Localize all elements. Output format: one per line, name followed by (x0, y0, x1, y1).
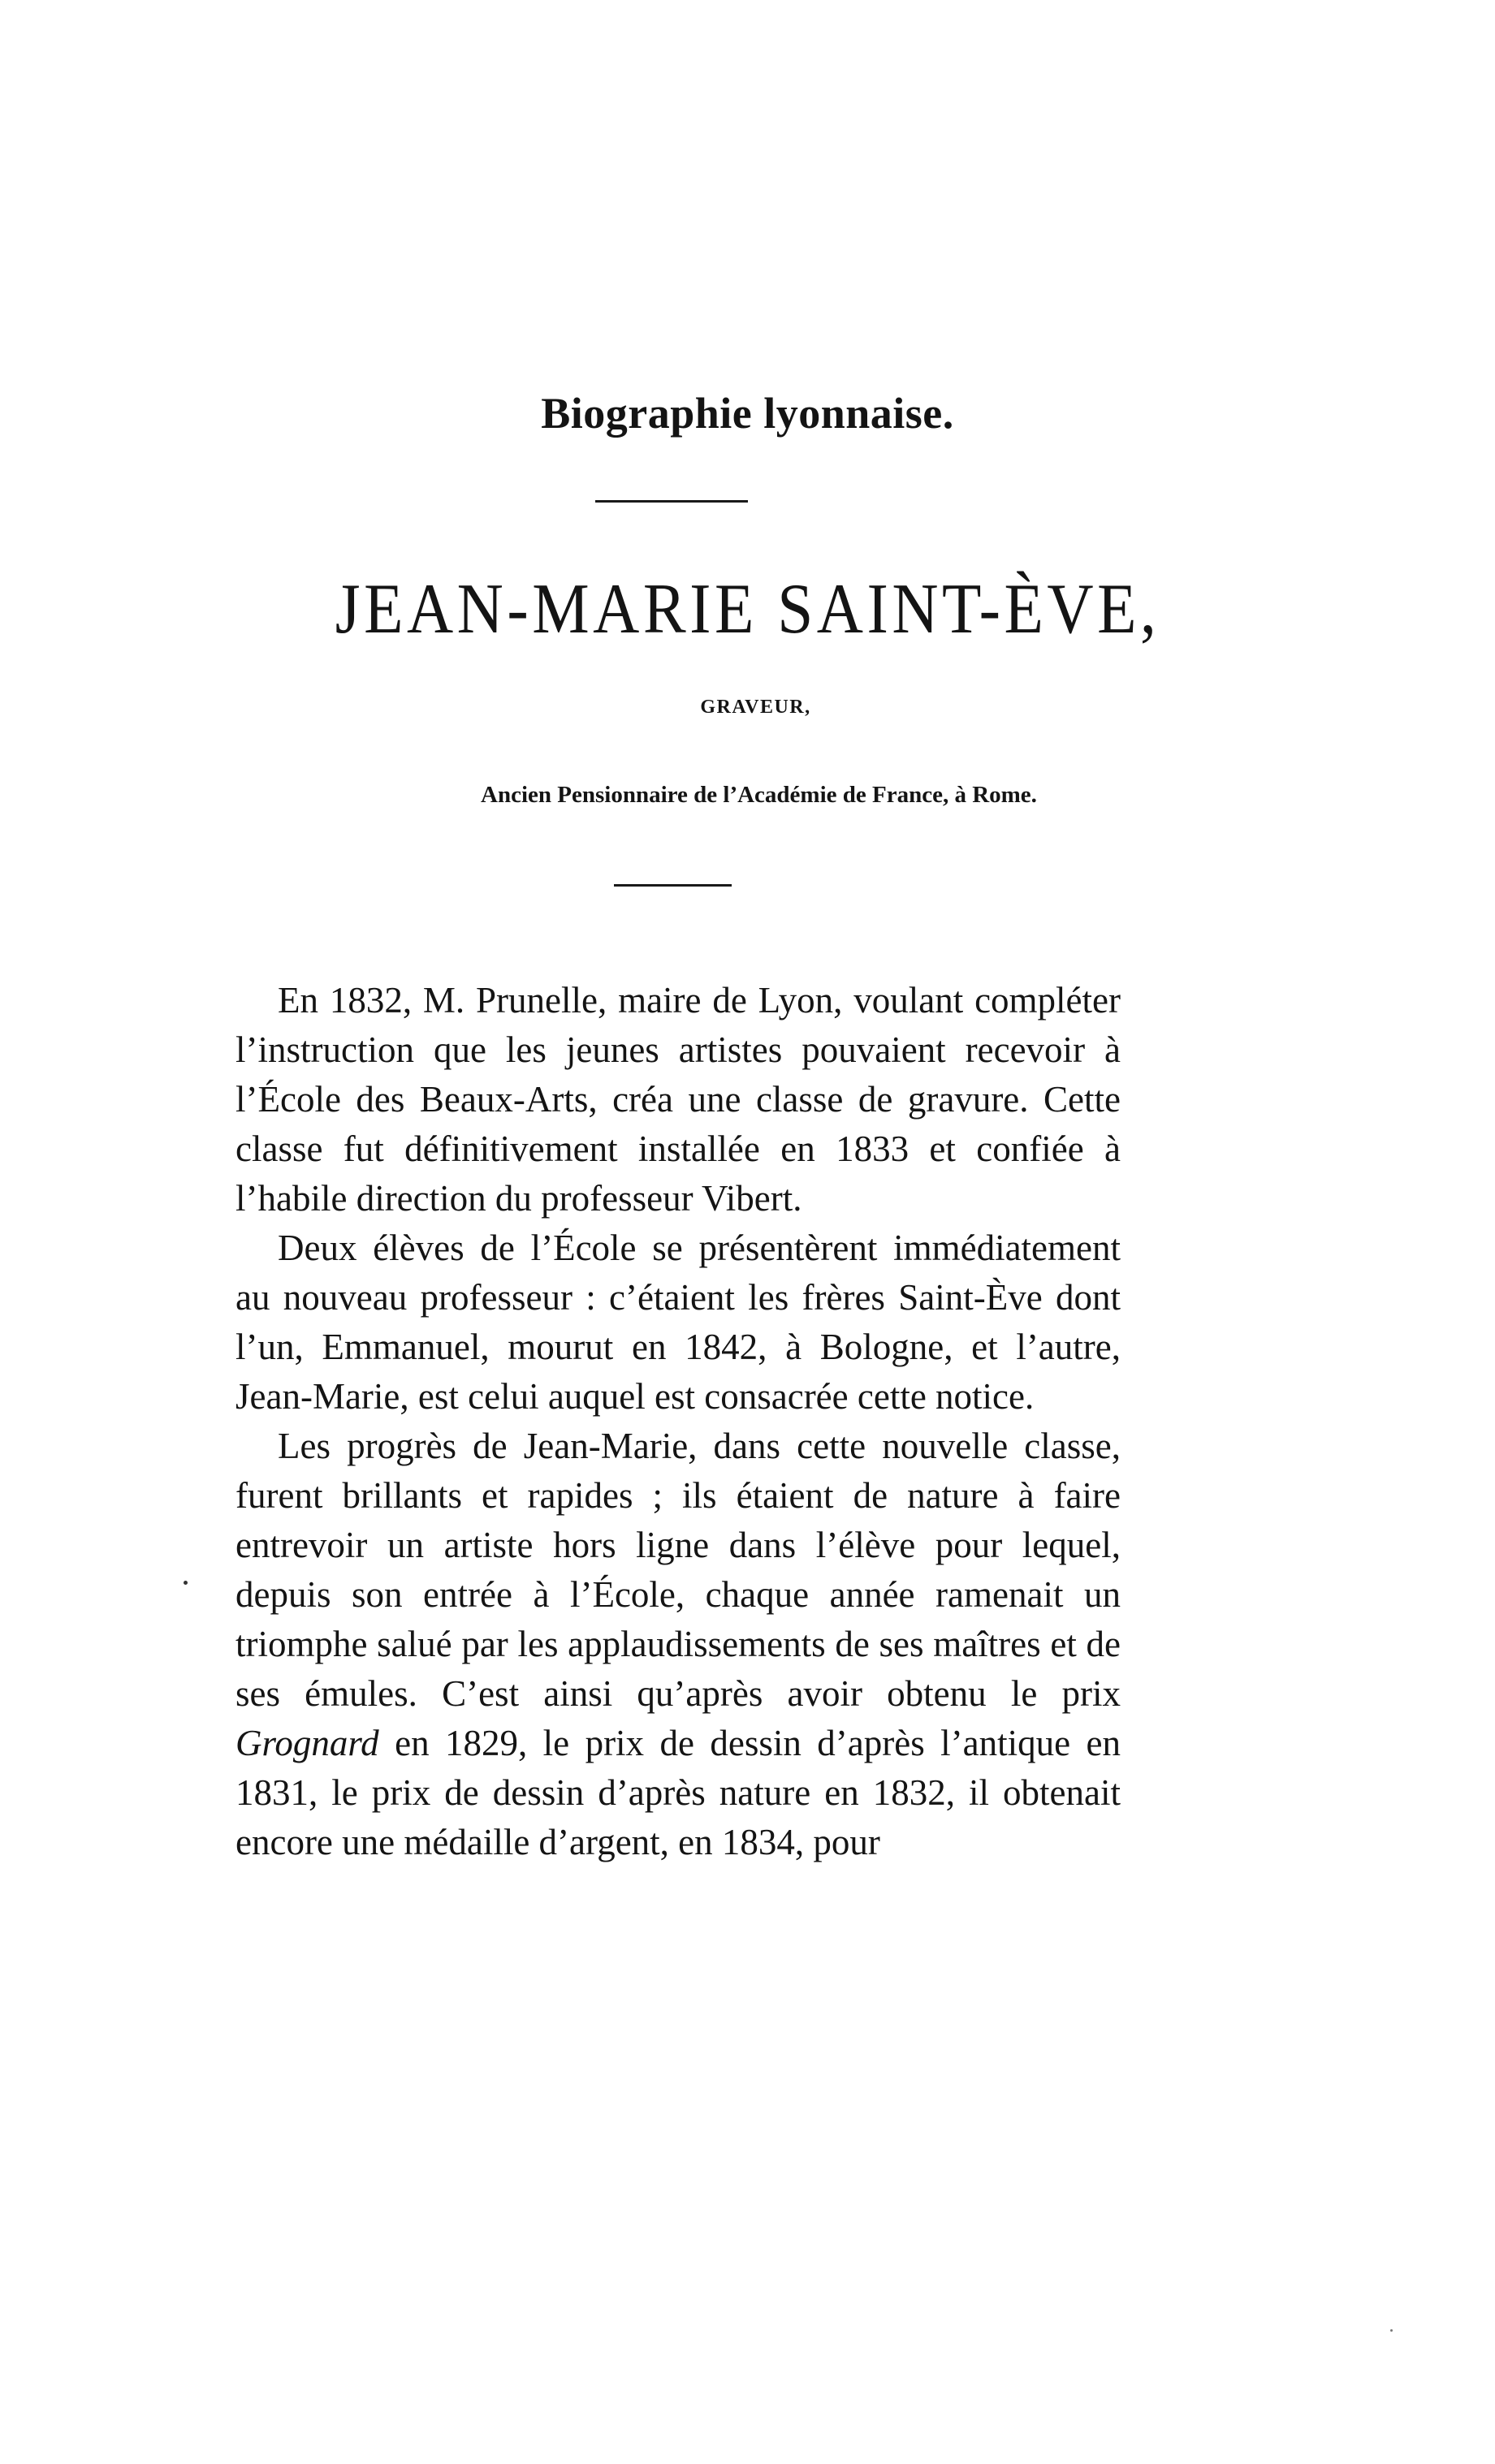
title-divider-bottom (614, 884, 732, 887)
affiliation-text: Ancien Pensionnaire de l’Académie de France, à Rome. (481, 782, 1037, 808)
paragraph-3-emphasis: Grognard (235, 1723, 379, 1763)
subtitle-text: GRAVEUR, (700, 697, 811, 718)
margin-speck (1390, 2329, 1393, 2332)
affiliation-line (0, 782, 1495, 809)
paragraph-3 (235, 1422, 1121, 1867)
paragraph-1: En 1832, M. Prunelle, maire de Lyon, voulant compléter l’instruction que les jeunes artistes pouvaient recevoir à l’École des Beaux-Arts, créa une classe de gravure. Cette classe fut définitivement installée en 1833 et confiée à l’habile direction du professeur Vibert. (235, 980, 1121, 1219)
title-divider-top (595, 500, 748, 503)
paragraph-3-before: Les progrès de Jean-Marie, dans cette nouvelle classe, furent brillants et rapides ; ils étaient de nature à faire entrevoir un artiste hors ligne dans l’élève pour lequel, depuis son entrée à l’École, chaque année ramenait un triomphe salué par les applaudissements de ses maîtres et de ses émules. C’est ainsi qu’après avoir obtenu le prix (235, 1426, 1121, 1714)
subtitle (0, 697, 1495, 718)
main-title: JEAN-MARIE SAINT-ÈVE, (335, 570, 1160, 649)
margin-speck (184, 1581, 188, 1585)
section-title: Biographie lyonnaise. (541, 389, 954, 438)
paragraph-3-after: en 1829, le prix de dessin d’après l’antique en 1831, le prix de dessin d’après nature en 1832, il obtenait encore une médaille d’argent, en 1834, pour (235, 1723, 1121, 1862)
body-text (235, 976, 1121, 1867)
paragraph-2: Deux élèves de l’École se présentèrent immédiatement au nouveau professeur : c’étaient les frères Saint-Ève dont l’un, Emmanuel, mourut en 1842, à Bologne, et l’autre, Jean-Marie, est celui auquel est consacrée cette notice. (235, 1228, 1121, 1417)
